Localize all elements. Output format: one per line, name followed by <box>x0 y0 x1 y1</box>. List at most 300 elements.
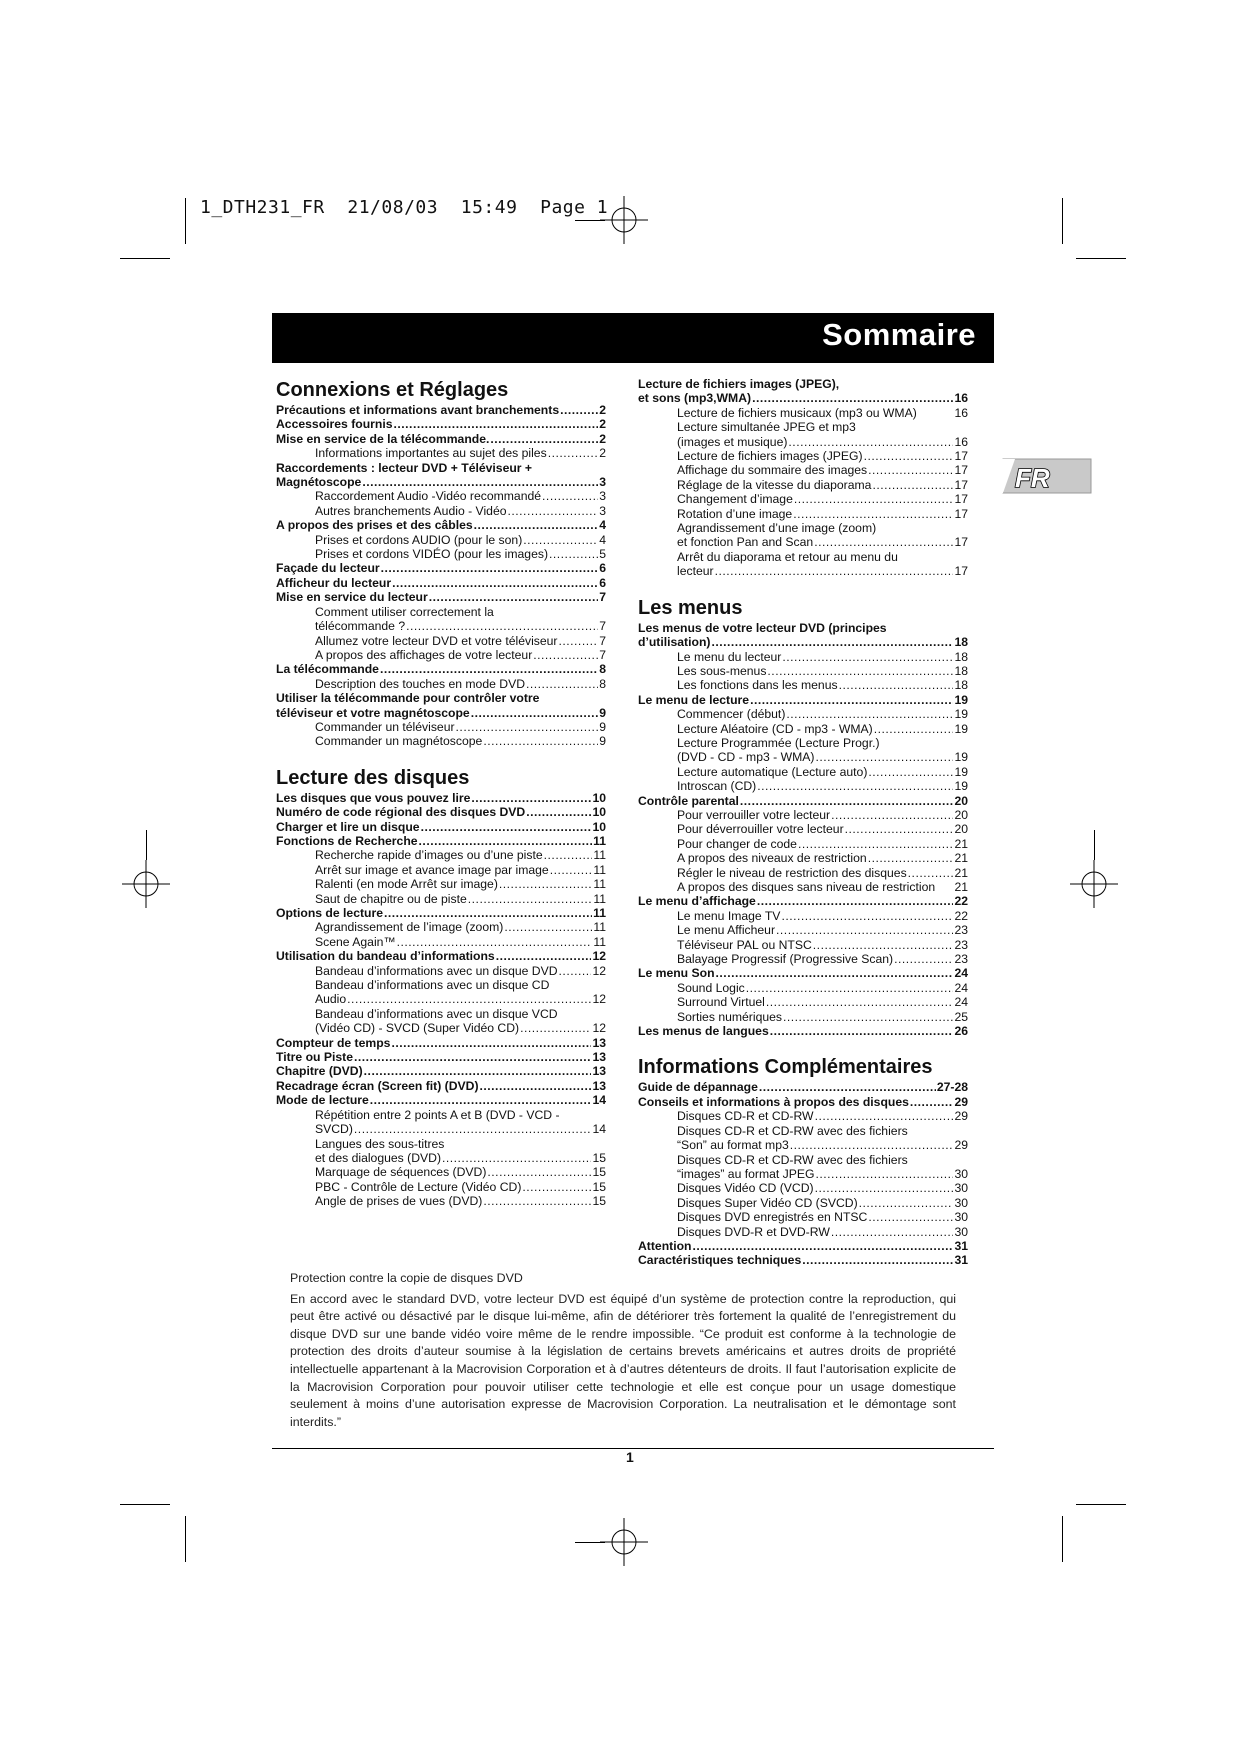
toc-page-number: 8 <box>599 676 606 691</box>
toc-entry[interactable] <box>638 837 968 851</box>
crop-mark <box>1076 1504 1126 1505</box>
toc-leader-dots <box>362 475 598 489</box>
toc-page-number: 30 <box>954 1195 968 1210</box>
toc-entry-title: Le menu du lecteur <box>677 649 782 664</box>
toc-page-number: 6 <box>599 561 606 576</box>
toc-entry-title: Options de lecture <box>276 906 383 920</box>
crop-mark <box>120 258 170 259</box>
toc-leader-dots <box>794 492 954 506</box>
toc-page-number: 24 <box>954 980 968 995</box>
toc-leader-dots <box>391 1036 591 1050</box>
toc-entry-title: Bandeau d’informations avec un disque DVD <box>315 963 558 978</box>
registration-mark-right <box>1070 860 1118 908</box>
toc-entry-title: Les fonctions dans les menus <box>677 678 838 693</box>
toc-entry[interactable] <box>276 734 606 748</box>
toc-entry-title: Lecture de fichiers musicaux (mp3 ou WMA) <box>677 405 917 420</box>
toc-entry[interactable] <box>638 966 968 980</box>
toc-entry[interactable] <box>276 619 606 633</box>
toc-entry-title: Disques DVD enregistrés en NTSC <box>677 1210 868 1225</box>
toc-entry-line: Raccordements : lecteur DVD + Téléviseur + <box>276 460 533 475</box>
crop-mark <box>185 198 186 244</box>
toc-entry[interactable] <box>638 391 968 405</box>
toc-leader-dots <box>815 1109 954 1123</box>
toc-entry[interactable] <box>276 720 606 734</box>
toc-entry[interactable] <box>638 564 968 578</box>
toc-entry-title: Charger et lire un disque <box>276 819 420 834</box>
toc-entry-title: Scene Again™ <box>315 934 396 949</box>
toc-leader-dots <box>783 1010 953 1024</box>
toc-section-heading: Connexions et Réglages <box>276 379 509 401</box>
toc-page-number: 22 <box>954 894 968 909</box>
toc-leader-dots <box>814 535 953 549</box>
toc-entry-title: Commander un magnétoscope <box>315 734 483 749</box>
toc-entry[interactable] <box>276 576 606 590</box>
toc-entry[interactable] <box>276 1036 606 1050</box>
toc-page-number: 23 <box>954 923 968 938</box>
toc-entry[interactable] <box>638 909 968 923</box>
toc-page-number: 12 <box>592 1021 606 1036</box>
toc-leader-dots <box>776 923 953 937</box>
toc-entry-line: Agrandissement d’une image (zoom) <box>677 521 877 536</box>
toc-entry[interactable] <box>638 1239 968 1253</box>
toc-entry-title: Audio <box>315 992 347 1007</box>
toc-entry[interactable] <box>276 834 606 848</box>
toc-entry[interactable] <box>276 662 606 676</box>
toc-entry-line: Disques CD-R et CD-RW avec des fichiers <box>677 1152 908 1167</box>
language-tab-label: FR <box>1015 463 1050 493</box>
toc-page-number: 9 <box>599 719 606 734</box>
toc-leader-dots <box>868 765 953 779</box>
toc-page-number: 21 <box>954 865 968 880</box>
toc-entry-title: Commander un téléviseur <box>315 719 455 734</box>
toc-leader-dots <box>496 949 592 963</box>
crop-mark <box>1062 1516 1063 1562</box>
toc-leader-dots <box>788 435 953 449</box>
toc-leader-dots <box>468 892 593 906</box>
toc-leader-dots <box>790 1138 954 1152</box>
toc-leader-dots <box>499 877 592 891</box>
toc-entry[interactable] <box>276 1180 606 1194</box>
toc-leader-dots <box>802 1253 953 1267</box>
toc-entry-title: Mise en service du lecteur <box>276 590 428 605</box>
toc-entry[interactable] <box>638 750 968 764</box>
toc-entry[interactable] <box>276 1021 606 1035</box>
toc-entry-title: (Vidéo CD) - SVCD (Super Vidéo CD) <box>315 1021 520 1036</box>
toc-entry-title: Titre ou Piste <box>276 1050 353 1065</box>
toc-page-number: 19 <box>954 707 968 722</box>
toc-entry[interactable] <box>638 1196 968 1210</box>
toc-entry-title: Prises et cordons VIDÉO (pour les images) <box>315 547 549 562</box>
toc-leader-dots <box>816 1167 954 1181</box>
language-tab <box>993 457 1093 495</box>
toc-entry[interactable] <box>276 1050 606 1064</box>
toc-entry-title: Affichage du sommaire des images <box>677 463 868 478</box>
toc-leader-dots <box>910 1095 954 1109</box>
toc-entry-title: (DVD - CD - mp3 - WMA) <box>677 750 815 765</box>
toc-leader-dots <box>483 734 598 748</box>
toc-entry-title: Recherche rapide d’images ou d’une piste <box>315 848 543 863</box>
toc-entry-title: A propos des disques sans niveau de restriction <box>677 880 936 894</box>
toc-leader-dots <box>831 1225 954 1239</box>
toc-page-number: 7 <box>599 590 606 605</box>
toc-leader-dots <box>381 561 599 575</box>
toc-leader-dots <box>456 720 599 734</box>
toc-page-number: 22 <box>954 908 968 923</box>
toc-entry[interactable] <box>276 906 606 920</box>
toc-leader-dots <box>471 706 599 720</box>
toc-entry[interactable] <box>276 1122 606 1136</box>
toc-page-number: 11 <box>593 891 606 906</box>
crop-mark <box>1094 830 1095 860</box>
toc-entry[interactable] <box>638 1210 968 1224</box>
toc-entry[interactable] <box>276 877 606 891</box>
toc-entry[interactable] <box>276 547 606 561</box>
toc-leader-dots <box>839 678 954 692</box>
toc-entry[interactable] <box>276 949 606 963</box>
toc-entry-title: Pour déverrouiller votre lecteur <box>677 822 844 837</box>
toc-leader-dots <box>716 966 954 980</box>
toc-page-number: 11 <box>593 934 606 949</box>
toc-leader-dots <box>831 808 953 822</box>
toc-entry[interactable] <box>276 634 606 648</box>
toc-entry-title: Description des touches en mode DVD <box>315 676 526 691</box>
toc-page-number: 2 <box>599 446 606 461</box>
toc-page-number: 2 <box>599 417 606 432</box>
toc-entry-line: Lecture Programmée (Lecture Progr.) <box>677 735 880 750</box>
toc-entry[interactable] <box>276 1064 606 1078</box>
toc-leader-dots <box>845 822 954 836</box>
toc-entry[interactable] <box>638 507 968 521</box>
toc-entry[interactable] <box>276 417 606 431</box>
toc-entry[interactable] <box>276 475 606 489</box>
toc-page-number: 29 <box>954 1138 968 1153</box>
toc-page-number: 21 <box>954 851 968 866</box>
toc-entry-title: Réglage de la vitesse du diaporama <box>677 477 872 492</box>
toc-entry[interactable] <box>276 820 606 834</box>
toc-entry-title: Caractéristiques techniques <box>638 1253 802 1268</box>
toc-entry-title: télécommande ? <box>315 619 406 634</box>
toc-leader-dots <box>354 1050 591 1064</box>
toc-page-number: 13 <box>592 1050 606 1065</box>
toc-entry-title: et sons (mp3,WMA) <box>638 391 752 406</box>
toc-entry[interactable] <box>638 707 968 721</box>
toc-entry[interactable] <box>276 935 606 949</box>
toc-entry[interactable] <box>276 1093 606 1107</box>
toc-page-number: 11 <box>593 877 606 892</box>
toc-page-number: 10 <box>592 819 606 834</box>
toc-entry[interactable] <box>276 964 606 978</box>
toc-leader-dots <box>419 834 593 848</box>
toc-entry-title: Accessoires fournis <box>276 417 393 432</box>
toc-page-number: 18 <box>954 663 968 678</box>
toc-entry-title: Le menu de lecture <box>638 692 750 707</box>
toc-section-heading: Informations Complémentaires <box>638 1056 933 1079</box>
toc-entry[interactable] <box>276 1165 606 1179</box>
toc-leader-dots <box>347 992 591 1006</box>
toc-entry[interactable] <box>638 1181 968 1195</box>
toc-entry[interactable] <box>638 822 968 836</box>
toc-entry[interactable] <box>276 533 606 547</box>
toc-entry[interactable] <box>638 678 968 692</box>
toc-leader-dots <box>490 432 598 446</box>
toc-entry[interactable] <box>638 808 968 822</box>
toc-entry[interactable] <box>276 677 606 691</box>
toc-leader-dots <box>752 391 953 405</box>
toc-entry[interactable] <box>638 880 968 894</box>
toc-leader-dots <box>559 964 592 978</box>
toc-page-number: 16 <box>954 434 968 449</box>
toc-leader-dots <box>559 634 599 648</box>
toc-entry[interactable] <box>638 1010 968 1024</box>
toc-leader-dots <box>533 648 598 662</box>
crop-mark <box>185 1516 186 1562</box>
toc-entry-title: A propos des prises et des câbles <box>276 518 473 533</box>
toc-leader-dots <box>549 547 598 561</box>
toc-page-number: 11 <box>593 920 606 935</box>
toc-page-number: 11 <box>593 906 606 920</box>
toc-entry-line: Disques CD-R et CD-RW avec des fichiers <box>677 1123 908 1138</box>
toc-leader-dots <box>520 1021 591 1035</box>
toc-leader-dots <box>397 935 593 949</box>
toc-entry[interactable] <box>638 1080 968 1094</box>
toc-entry-title: Informations importantes au sujet des piles <box>315 446 547 461</box>
toc-page-number: 16 <box>954 391 968 406</box>
toc-page-number: 17 <box>954 477 968 492</box>
toc-page-number: 19 <box>954 692 968 707</box>
toc-page-number: 31 <box>954 1253 968 1268</box>
toc-leader-dots <box>560 403 598 417</box>
toc-entry[interactable] <box>276 992 606 1006</box>
toc-entry[interactable] <box>638 722 968 736</box>
toc-entry[interactable] <box>638 794 968 808</box>
toc-entry[interactable] <box>638 478 968 492</box>
crop-mark <box>146 830 147 860</box>
toc-entry-title: Précautions et informations avant branchements <box>276 403 560 417</box>
registration-mark-top <box>600 196 648 244</box>
toc-entry[interactable] <box>276 920 606 934</box>
toc-leader-dots <box>526 805 591 819</box>
toc-entry-line: Utiliser la télécommande pour contrôler votre <box>276 691 540 706</box>
page-number: 1 <box>626 1449 634 1465</box>
toc-entry[interactable] <box>276 706 606 720</box>
toc-page-number: 3 <box>599 489 606 504</box>
toc-entry[interactable] <box>638 952 968 966</box>
toc-entry[interactable] <box>638 995 968 1009</box>
toc-page-number: 17 <box>954 535 968 550</box>
toc-entry[interactable] <box>638 449 968 463</box>
toc-entry-line: Arrêt du diaporama et retour au menu du <box>677 549 898 564</box>
crop-mark <box>120 1504 170 1505</box>
toc-entry[interactable] <box>638 435 968 449</box>
toc-leader-dots <box>759 1080 936 1094</box>
toc-leader-dots <box>370 1093 592 1107</box>
toc-entry-title: Arrêt sur image et avance image par image <box>315 862 549 877</box>
toc-leader-dots <box>864 449 954 463</box>
toc-page-number: 19 <box>954 721 968 736</box>
toc-page-number: 18 <box>954 678 968 693</box>
toc-page-number: 3 <box>599 503 606 518</box>
toc-entry-title: Disques CD-R et CD-RW <box>677 1109 814 1124</box>
toc-page-number: 19 <box>954 764 968 779</box>
toc-entry-title: Numéro de code régional des disques DVD <box>276 805 526 820</box>
toc-entry-title: Disques DVD-R et DVD-RW <box>677 1224 830 1239</box>
toc-page-number: 12 <box>592 949 606 964</box>
toc-entry[interactable] <box>276 863 606 877</box>
toc-page-number: 18 <box>954 635 968 650</box>
toc-page-number: 14 <box>592 1122 606 1137</box>
toc-page-number: 17 <box>954 463 968 478</box>
toc-entry-title: Lecture de fichiers images (JPEG) <box>677 449 863 464</box>
toc-entry[interactable] <box>276 892 606 906</box>
toc-entry[interactable] <box>638 866 968 880</box>
toc-entry[interactable] <box>276 504 606 518</box>
toc-entry-title: Mode de lecture <box>276 1093 369 1108</box>
toc-entry-title: Le menu Son <box>638 966 715 981</box>
toc-entry[interactable] <box>276 446 606 460</box>
toc-leader-dots <box>442 1151 591 1165</box>
toc-leader-dots <box>874 722 954 736</box>
toc-entry-title: Les disques que vous pouvez lire <box>276 790 471 805</box>
toc-entry[interactable] <box>276 489 606 503</box>
toc-page-number: 10 <box>592 790 606 805</box>
toc-entry[interactable] <box>276 590 606 604</box>
toc-page-number: 24 <box>954 966 968 981</box>
toc-entry[interactable] <box>276 1079 606 1093</box>
toc-leader-dots <box>380 662 598 676</box>
toc-leader-dots <box>793 507 953 521</box>
toc-entry[interactable] <box>638 894 968 908</box>
toc-entry-title: Marquage de séquences (DVD) <box>315 1165 487 1180</box>
toc-entry-title: et des dialogues (DVD) <box>315 1150 441 1165</box>
toc-entry[interactable] <box>276 432 606 446</box>
toc-leader-dots <box>550 863 593 877</box>
toc-entry[interactable] <box>638 1253 968 1267</box>
toc-leader-dots <box>872 478 953 492</box>
toc-page-number: 8 <box>599 662 606 677</box>
toc-entry[interactable] <box>638 1095 968 1109</box>
toc-leader-dots <box>542 489 598 503</box>
toc-entry-title: Façade du lecteur <box>276 561 380 576</box>
toc-page-number: 13 <box>592 1064 606 1079</box>
toc-entry-title: Balayage Progressif (Progressive Scan) <box>677 952 894 967</box>
toc-page-number: 23 <box>954 937 968 952</box>
toc-page-number: 20 <box>954 793 968 808</box>
toc-entry[interactable] <box>638 1225 968 1239</box>
toc-page-number: 3 <box>599 475 606 490</box>
toc-entry[interactable] <box>276 1151 606 1165</box>
toc-entry[interactable] <box>638 693 968 707</box>
crop-mark <box>575 220 605 221</box>
toc-entry-line: Bandeau d’informations avec un disque CD <box>315 978 550 993</box>
toc-leader-dots <box>711 635 953 649</box>
toc-entry[interactable] <box>638 664 968 678</box>
toc-entry-title: Magnétoscope <box>276 475 362 490</box>
toc-entry-line: Lecture de fichiers images (JPEG), <box>638 377 840 391</box>
toc-entry[interactable] <box>638 1138 968 1152</box>
toc-page-number: 11 <box>593 862 606 877</box>
toc-leader-dots <box>868 851 954 865</box>
toc-page-number: 17 <box>954 492 968 507</box>
toc-page-number: 7 <box>599 619 606 634</box>
toc-entry[interactable] <box>276 1194 606 1208</box>
toc-entry-title: lecteur <box>677 564 714 579</box>
toc-page-number: 27-28 <box>936 1080 968 1095</box>
toc-page-number: 24 <box>954 995 968 1010</box>
toc-page-number: 23 <box>954 952 968 967</box>
toc-page-number: 4 <box>599 532 606 547</box>
toc-entry-title: A propos des affichages de votre lecteur <box>315 647 533 662</box>
toc-entry[interactable] <box>638 406 968 420</box>
toc-entry[interactable] <box>638 923 968 937</box>
toc-entry-title: Le menu Image TV <box>677 908 781 923</box>
toc-entry-title: La télécommande <box>276 662 379 677</box>
toc-entry-title: Guide de dépannage <box>638 1080 758 1095</box>
toc-entry[interactable] <box>276 791 606 805</box>
toc-leader-dots <box>548 446 599 460</box>
toc-page-number: 20 <box>954 822 968 837</box>
toc-leader-dots <box>750 693 953 707</box>
registration-mark-left <box>122 860 170 908</box>
toc-entry[interactable] <box>276 648 606 662</box>
toc-page-number: 15 <box>592 1194 606 1209</box>
toc-leader-dots <box>429 590 598 604</box>
toc-page-number: 19 <box>954 779 968 794</box>
toc-leader-dots <box>781 909 953 923</box>
toc-entry-title: Sorties numériques <box>677 1009 782 1024</box>
toc-entry[interactable] <box>276 518 606 532</box>
toc-leader-dots <box>868 1210 953 1224</box>
toc-page-number: 12 <box>592 992 606 1007</box>
toc-leader-dots <box>770 1024 954 1038</box>
toc-page-number: 9 <box>599 705 606 720</box>
toc-page-number: 26 <box>954 1024 968 1039</box>
toc-page-number: 15 <box>592 1179 606 1194</box>
toc-entry[interactable] <box>638 981 968 995</box>
toc-leader-dots <box>692 1239 953 1253</box>
toc-entry[interactable] <box>638 1024 968 1038</box>
toc-entry-title: Les sous-menus <box>677 663 767 678</box>
toc-entry[interactable] <box>638 851 968 865</box>
toc-entry[interactable] <box>638 535 968 549</box>
toc-entry-title: d’utilisation) <box>638 635 711 650</box>
toc-entry-title: Angle de prises de vues (DVD) <box>315 1194 483 1209</box>
toc-entry[interactable] <box>638 938 968 952</box>
toc-entry[interactable] <box>638 1167 968 1181</box>
toc-entry[interactable] <box>638 779 968 793</box>
toc-entry[interactable] <box>638 463 968 477</box>
toc-leader-dots <box>813 938 954 952</box>
toc-page-number: 21 <box>954 836 968 851</box>
toc-page-number: 19 <box>954 750 968 765</box>
toc-entry[interactable] <box>276 561 606 575</box>
toc-leader-dots <box>757 779 953 793</box>
toc-page-number: 17 <box>954 506 968 521</box>
toc-entry[interactable] <box>638 635 968 649</box>
toc-entry[interactable] <box>638 492 968 506</box>
toc-entry[interactable] <box>638 765 968 779</box>
toc-entry[interactable] <box>276 403 606 417</box>
toc-page-number: 12 <box>592 963 606 978</box>
toc-leader-dots <box>508 504 599 518</box>
toc-entry[interactable] <box>638 650 968 664</box>
toc-entry[interactable] <box>638 1109 968 1123</box>
toc-entry-title: et fonction Pan and Scan <box>677 535 814 550</box>
toc-leader-dots <box>384 906 592 920</box>
toc-entry[interactable] <box>276 805 606 819</box>
toc-entry[interactable] <box>276 848 606 862</box>
toc-page-number: 30 <box>954 1210 968 1225</box>
toc-page-number: 15 <box>592 1150 606 1165</box>
